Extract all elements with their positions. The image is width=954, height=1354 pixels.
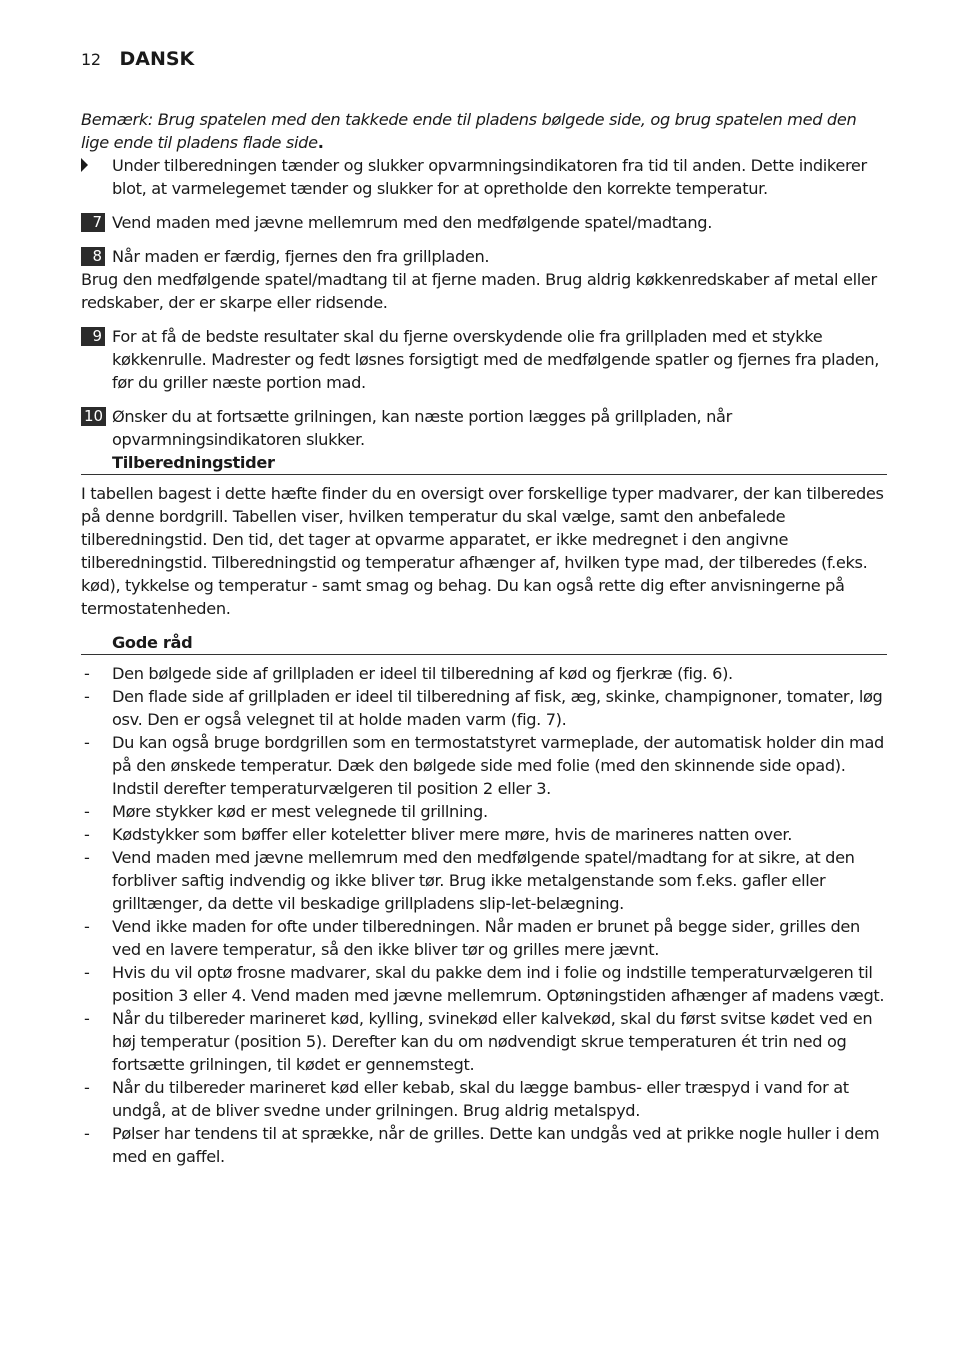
- step-text: For at få de bedste resultater skal du fjerne overskydende olie fra grillpladen med et stykke køkkenrulle. Madrester og fedt løsnes forsigtigt med de medfølgende spatler og fjernes fra pladen, før du griller næste portion mad.: [112, 327, 880, 392]
- section-heading-tilberedningstider: Tilberedningstider: [81, 451, 887, 475]
- list-item: - Møre stykker kød er mest velegnede til grillning.: [84, 802, 488, 821]
- step-7: [81, 211, 887, 234]
- page-number: 12: [81, 50, 101, 69]
- tips-list: [81, 662, 887, 1168]
- note-paragraph: [81, 108, 887, 154]
- step-text: Ønsker du at fortsætte grilningen, kan næste portion lægges på grillpladen, når opvarmningsindikatoren slukker.: [112, 407, 732, 449]
- step-8-detail: Brug den medfølgende spatel/madtang til at fjerne maden. Brug aldrig køkkenredskaber af metal eller redskaber, der er skarpe eller ridsende.: [81, 270, 877, 312]
- page-content: [81, 108, 887, 1168]
- step-8: [81, 245, 887, 268]
- list-item: - Når du tilbereder marineret kød eller kebab, skal du lægge bambus- eller træspyd i vand for at undgå, at de bliver svedne under grilningen. Brug aldrig metalspyd.: [84, 1078, 849, 1120]
- step-9: [81, 325, 887, 394]
- language-title: DANSK: [119, 48, 195, 70]
- step-text: Vend maden med jævne mellemrum med den medfølgende spatel/madtang.: [112, 213, 713, 232]
- step-number-badge: 8: [81, 247, 105, 266]
- page-header: [81, 48, 194, 70]
- step-10: [81, 405, 887, 451]
- list-item: - Vend maden med jævne mellemrum med den medfølgende spatel/madtang for at sikre, at den forbliver saftig indvendig og ikke bliver tør. Brug ikke metalgenstande som f.eks. gafler eller grilltænger, da dette vil beskadige grillpladens slip-let-belægning.: [84, 848, 855, 913]
- bullet-text: Under tilberedningen tænder og slukker opvarmningsindikatoren fra tid til anden. Dette indikerer blot, at varmelegemet tænder og slukker for at opretholde den korrekte temperatur.: [112, 156, 867, 198]
- step-number-badge: 7: [81, 213, 105, 232]
- list-item: - Den bølgede side af grillpladen er ideel til tilberedning af kød og fjerkræ (fig. 6).: [84, 664, 733, 683]
- list-item: - Vend ikke maden for ofte under tilberedningen. Når maden er brunet på begge sider, grilles den ved en lavere temperatur, så den ikke bliver tør og grilles mere jævnt.: [84, 917, 860, 959]
- list-item: - Pølser har tendens til at sprække, når de grilles. Dette kan undgås ved at prikke nogle huller i dem med en gaffel.: [84, 1124, 880, 1166]
- step-number-badge: 10: [81, 407, 106, 426]
- list-item: - Når du tilbereder marineret kød, kylling, svinekød eller kalvekød, skal du først svitse kødet ved en høj temperatur (position 5). Derefter kan du om nødvendigt skrue temperaturen ét trin ned og fortsætte grilningen, til kødet er gennemstegt.: [84, 1009, 873, 1074]
- step-number-badge: 9: [81, 327, 105, 346]
- step-text: Når maden er færdig, fjernes den fra grillpladen.: [112, 247, 490, 266]
- bullet-item: [81, 154, 887, 200]
- note-end: .: [317, 133, 324, 152]
- section-body-tilberedningstider: I tabellen bagest i dette hæfte finder du en oversigt over forskellige typer madvarer, der kan tilberedes på denne bordgrill. Tabellen viser, hvilken temperatur du skal vælge, samt den anbefalede tilberedningstid. Den tid, det tager at opvarme apparatet, er ikke medregnet i den angivne tilberedningstid. Tilberedningstid og temperatur afhænger af, hvilken type mad, der tilberedes (f.eks. kød), tykkelse og temperatur - samt smag og behag. Du kan også rette dig efter anvisningerne på termostatenheden.: [81, 484, 884, 618]
- section-heading-gode-raad: Gode råd: [81, 631, 887, 655]
- list-item: - Kødstykker som bøffer eller koteletter bliver mere møre, hvis de marineres natten over.: [84, 825, 793, 844]
- triangle-bullet-icon: [81, 154, 88, 178]
- list-item: - Hvis du vil optø frosne madvarer, skal du pakke dem ind i folie og indstille temperaturvælgeren til position 3 eller 4. Vend maden med jævne mellemrum. Optøningstiden afhænger af madens vægt.: [84, 963, 885, 1005]
- list-item: - Den flade side af grillpladen er ideel til tilberedning af fisk, æg, skinke, champignoner, tomater, løg osv. Den er også velegnet til at holde maden varm (fig. 7).: [84, 687, 883, 729]
- note-text: Bemærk: Brug spatelen med den takkede ende til pladens bølgede side, og brug spatelen med den lige ende til pladens flade side: [81, 110, 857, 152]
- list-item: - Du kan også bruge bordgrillen som en termostatstyret varmeplade, der automatisk holder din mad på den ønskede temperatur. Dæk den bølgede side med folie (med den skinnende side opad). Indstil derefter temperaturvælgeren til position 2 eller 3.: [84, 733, 884, 798]
